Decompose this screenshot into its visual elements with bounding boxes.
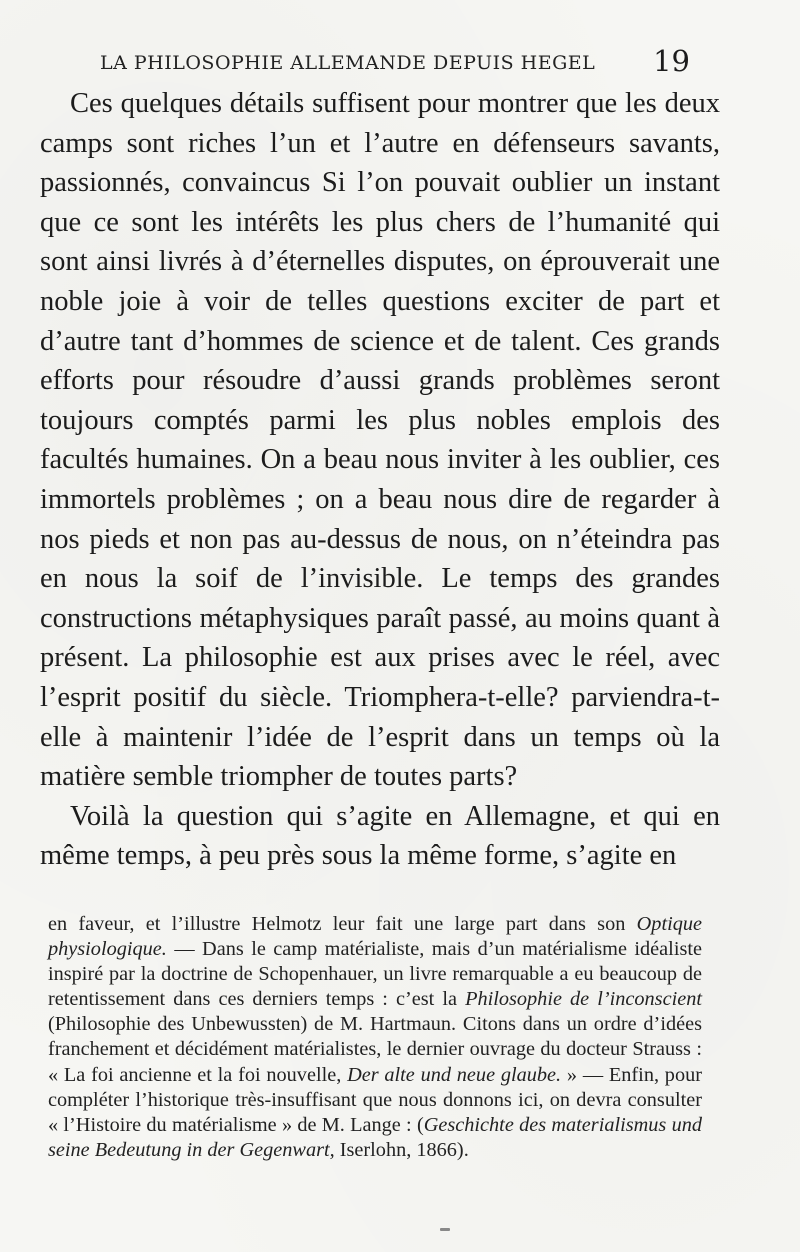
page-number: 19 [653,44,690,78]
running-head [100,44,690,84]
footnote-italic-optique: Optique physiologique. [48,913,702,961]
footnote-italic-philosophie: Philosophie de l’inconscient [465,988,702,1011]
print-mark [440,1228,450,1231]
paragraph-1: Ces quelques détails suffisent pour montrer que les deux camps sont riches l’un et l’autre en défenseurs savants, passionnés, convaincus Si l’on pouvait oublier un instant que ce sont les intérêts les plus chers de l’humanité qui sont ainsi livrés à d’éternelles disputes, on éprouverait une noble joie à voir de telles questions exciter de part et d’autre tant d’hommes de science et de talent. Ces grands efforts pour résoudre d’aussi grands problèmes seront toujours comptés parmi les plus nobles emplois des facultés humaines. On a beau nous inviter à les oublier, ces immortels problèmes ; on a beau nous dire de regarder à nos pieds et non pas au-dessus de nous, on n’éteindra pas en nous la soif de l’invisible. Le temps des grandes constructions métaphysiques paraît passé, au moins quant à présent. La philosophie est aux prises avec le réel, avec l’esprit positif du siècle. Triomphera-t-elle? parviendra-t-elle à maintenir l’idée de l’esprit dans un temps où la matière semble triompher de toutes parts? [40,88,720,793]
footnote-text-3: (Philosophie des Unbewussten) de M. Hartmaun. Citons dans un ordre d’idées franchement et décidément matérialistes, le dernier ouvrage du docteur Strauss : « La foi ancienne et la foi nouvelle, [48,1013,702,1086]
footnote-text-2: — Dans le camp matérialiste, mais d’un matérialisme idéaliste inspiré par la doctrine de Schopenhauer, un livre remarquable a eu beaucoup de retentissement dans ces derniers temps : c’est la [48,938,702,1011]
running-title: LA PHILOSOPHIE ALLEMANDE DEPUIS HEGEL [100,52,596,74]
footnote-italic-geschichte: Geschichte des materialismus und seine Bedeutung in der Gegenwart, [48,1113,702,1161]
main-text [40,84,720,876]
footnote-paragraph [48,912,702,1163]
footnote-text-5: Iserlohn, 1866). [334,1138,469,1161]
footnote [48,912,702,1163]
footnote-italic-glaube: Der alte und neue glaube. [347,1063,562,1086]
footnote-text-4: » — Enfin, pour compléter l’historique très-insuffisant que nous donnons ici, on devra consulter « l’Histoire du matérialisme » de M. Lange : ( [48,1063,702,1136]
footnote-text-1: en faveur, et l’illustre Helmotz leur fait une large part dans son [48,913,637,935]
paragraph-2: Voilà la question qui s’agite en Allemagne, et qui en même temps, à peu près sous la même forme, s’agite en [40,800,720,872]
